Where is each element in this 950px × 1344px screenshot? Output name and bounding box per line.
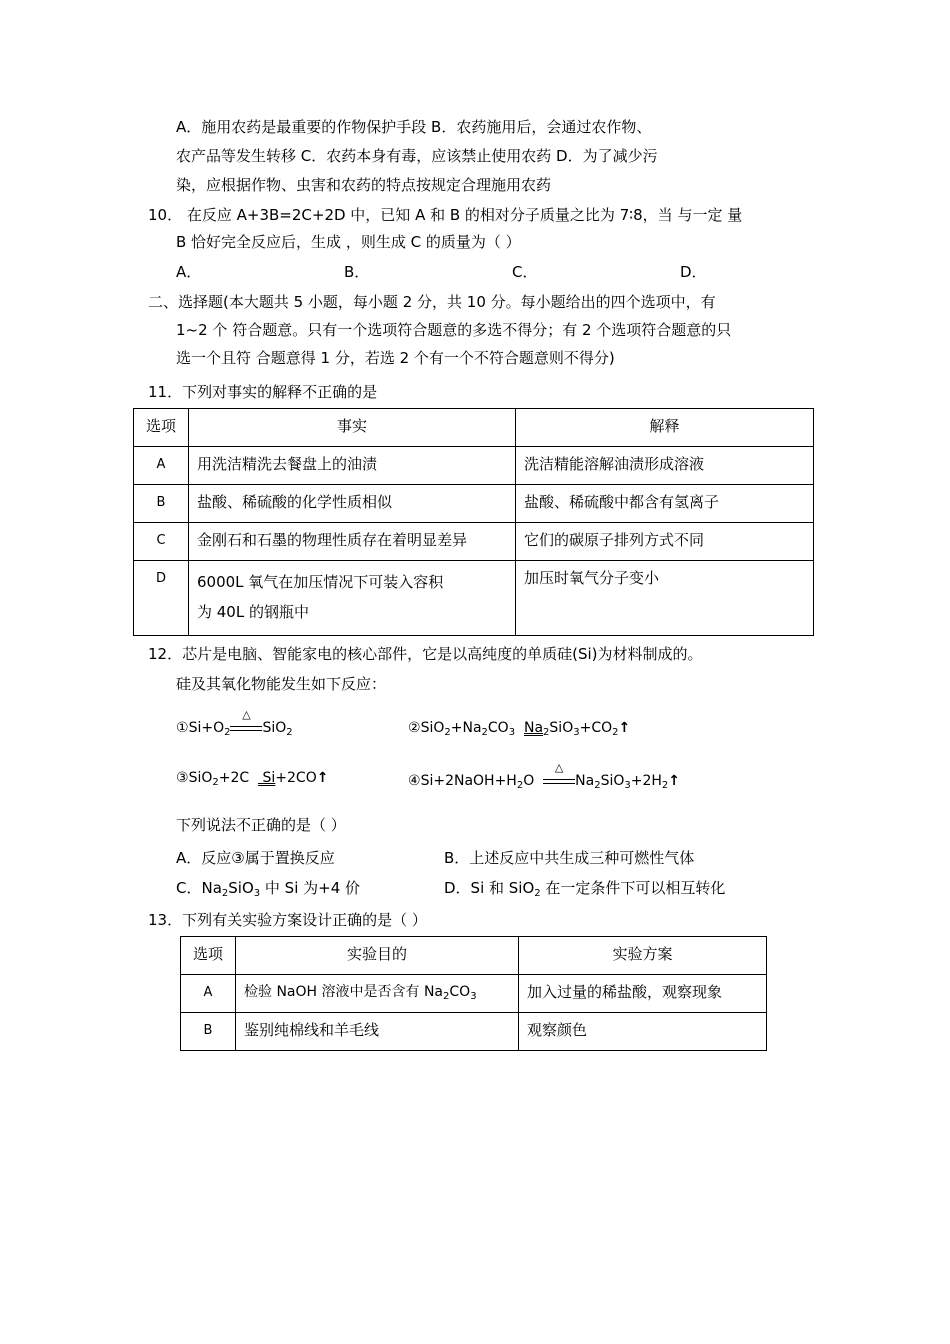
q11-table — [133, 408, 814, 636]
q11-header-fact: 事实 — [189, 409, 516, 447]
q11-row-explain: 洗洁精能溶解油渍形成溶液 — [516, 447, 814, 485]
q12-option-c: C．$Na_2SiO_3$ 中 Si 为+4 价 — [176, 879, 361, 899]
equation-3-number: ③ — [176, 770, 189, 786]
q13-row-option: B — [181, 1013, 236, 1051]
q9-line-3: 染，应根据作物、虫害和农药的特点按规定合理施用农药 — [176, 176, 552, 194]
q11-row-option: D — [134, 561, 189, 636]
q10-stem-line-1: 10． 在反应 A+3B=2C+2D 中，已知 A 和 B 的相对分子质量之比为 7∶8，当 与一定 量 — [148, 206, 743, 224]
q11-row-option: B — [134, 485, 189, 523]
q11-header-option: 选项 — [134, 409, 189, 447]
q12-option-b: B．上述反应中共生成三种可燃性气体 — [444, 849, 695, 867]
q11-row-explain: 它们的碳原子排列方式不同 — [516, 523, 814, 561]
table-row — [134, 447, 814, 485]
q13-table — [180, 936, 767, 1051]
q11-row-fact-line-2: 为 40L 的钢瓶中 — [197, 603, 309, 621]
equation-3: ③SiO$_2$+2C Si+2CO↑ — [176, 770, 329, 788]
q13-row-option: A — [181, 975, 236, 1013]
q10-stem-line-2: B 恰好完全反应后，生成 ，则生成 C 的质量为（ ） — [176, 233, 521, 251]
q11-row-fact: 用洗洁精洗去餐盘上的油渍 — [189, 447, 516, 485]
gas-arrow-icon: ↑ — [668, 773, 681, 789]
equation-2-number: ② — [408, 720, 421, 736]
equation-1-number: ① — [176, 720, 189, 736]
q11-row-fact: 金刚石和石墨的物理性质存在着明显差异 — [189, 523, 516, 561]
q9-line-2: 农产品等发生转移 C．农药本身有毒，应该禁止使用农药 D．为了减少污 — [176, 147, 658, 165]
q11-row-option: C — [134, 523, 189, 561]
table-row — [181, 975, 767, 1013]
q10-option-b: B． — [344, 263, 370, 281]
q10-option-a: A． — [176, 263, 202, 281]
q11-row-fact: 盐酸、稀硫酸的化学性质相似 — [189, 485, 516, 523]
q11-row-explain: 加压时氧气分子变小 — [516, 561, 814, 636]
q10-option-d: D． — [680, 263, 707, 281]
q12-option-d: D．Si 和 SiO$_2$ 在一定条件下可以相互转化 — [444, 879, 726, 899]
heat-triangle-icon: △ — [242, 708, 251, 721]
equation-4: $④Si+2NaOH+H_2O$ △ $Na_2SiO_3+2H_2↑$ — [408, 761, 681, 791]
section2-line-3: 选一个且符 合题意得 1 分，若选 2 个有一个不符合题意则不得分) — [176, 349, 615, 367]
q11-row-fact-line-1: 6000L 氧气在加压情况下可装入容积 — [197, 573, 444, 591]
q13-row-goal: 检验 NaOH 溶液中是否含有 $Na_2CO_3$ — [236, 975, 519, 1013]
table-row — [181, 1013, 767, 1051]
q12-stem-line-2: 硅及其氧化物能发生如下反应： — [176, 675, 387, 693]
equation-2: $②SiO_2+Na_2CO_3$ $Na_2SiO_3+CO_2↑$ — [408, 720, 631, 738]
table-row — [134, 561, 814, 636]
table-row — [134, 523, 814, 561]
q13-row-goal: 鉴别纯棉线和羊毛线 — [236, 1013, 519, 1051]
q12-option-a: A．反应③属于置换反应 — [176, 849, 335, 867]
equation-1: $①Si+O_2$ △ SiO$_2$ — [176, 708, 293, 738]
q13-row-plan: 加入过量的稀盐酸，观察现象 — [519, 975, 767, 1013]
q9-line-1: A．施用农药是最重要的作物保护手段 B．农药施用后，会通过农作物、 — [176, 118, 652, 136]
heat-triangle-icon: △ — [554, 761, 564, 774]
q12-question: 下列说法不正确的是（ ） — [176, 816, 346, 834]
q11-row-fact — [189, 561, 516, 636]
section2-line-1: 二、选择题(本大题共 5 小题，每小题 2 分，共 10 分。每小题给出的四个选项中，有 — [148, 293, 716, 311]
q12-stem-line-1: 12．芯片是电脑、智能家电的核心部件，它是以高纯度的单质硅(Si)为材料制成的。 — [148, 645, 703, 663]
q13-stem: 13．下列有关实验方案设计正确的是（ ） — [148, 911, 427, 929]
q13-header-goal: 实验目的 — [236, 937, 519, 975]
q13-row-plan: 观察颜色 — [519, 1013, 767, 1051]
q13-header-option: 选项 — [181, 937, 236, 975]
gas-arrow-icon: ↑ — [316, 770, 329, 786]
table-row — [134, 485, 814, 523]
section2-line-2: 1~2 个 符合题意。只有一个选项符合题意的多选不得分；有 2 个选项符合题意的只 — [176, 321, 732, 339]
q13-header-plan: 实验方案 — [519, 937, 767, 975]
gas-arrow-icon: ↑ — [618, 720, 631, 736]
q11-header-explain: 解释 — [516, 409, 814, 447]
q11-row-explain: 盐酸、稀硫酸中都含有氢离子 — [516, 485, 814, 523]
equation-4-number: ④ — [408, 773, 421, 789]
q11-stem: 11．下列对事实的解释不正确的是 — [148, 383, 378, 401]
q11-row-option: A — [134, 447, 189, 485]
q10-option-c: C． — [512, 263, 538, 281]
